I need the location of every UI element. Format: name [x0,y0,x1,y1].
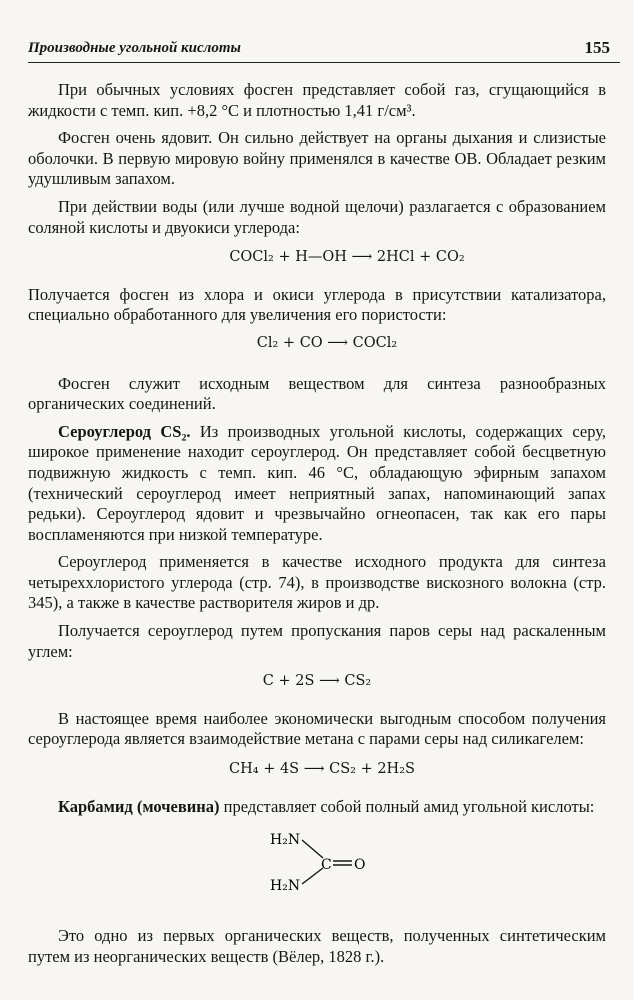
paragraph-phosgene-use: Фосген служит исходным веществом для синтеза разнообразных органических соединений. [28,373,606,414]
paragraph-cs2-production: Получается сероуглерод путем пропускания паров серы над раскаленным углем: [28,621,606,661]
equation-hydrolysis: COCl₂ + H—OH ⟶ 2HCl + CO₂ [229,249,465,266]
bond-bottom [302,868,323,884]
urea-oxygen: O [354,857,366,874]
bond-top [302,840,323,858]
equation-phosgene-synthesis: Cl₂ + CO ⟶ COCl₂ [256,334,398,351]
paragraph-cs2-text: Из производных угольной кислоты, содержащих серу, широкое применение находит сероуглерод. Он представляет собой бесцветную подвижную жидкость с темп. кип. 46 °С, обладающую эфирным запахом (технический сероуглерод имеет неприятный запах, напоминающий запах редьки). Сероуглерод ядовит и чрезвычайно огнеопасен, так как его пары воспламеняются при низкой температуре. [28,421,606,544]
equation-cs2-from-carbon: C + 2S ⟶ CS₂ [262,673,372,690]
paragraph-phosgene-toxicity: Фосген очень ядовит. Он сильно действует на органы дыхания и слизистые оболочки. В первую мировую войну применялся в качестве ОВ. Обладает резким удушливым запахом. [28,128,606,189]
paragraph-phosgene-hydrolysis: При действии воды (или лучше водной щелочи) разлагается с образованием соляной кислоты и двуокиси углерода: [28,196,606,237]
urea-amine-bottom: H₂N [270,878,301,895]
running-header [28,38,620,63]
paragraph-phosgene-properties: При обычных условиях фосген представляет собой газ, сгущающийся в жидкости с темп. кип. +8,2 °С и плотностью 1,41 г/см³. [28,80,606,120]
paragraph-cs2-methane: В настоящее время наиболее экономически выгодным способом получения сероуглерода является взаимодействие метана с парами серы над силикагелем: [28,708,606,749]
urea-amine-top: H₂N [270,832,301,849]
paragraph-urea-history: Это одно из первых органических веществ, полученных синтетическим путем из неорганических веществ (Вёлер, 1828 г.). [28,926,606,966]
paragraph-urea-text: представляет собой полный амид угольной кислоты: [219,796,595,816]
section-heading-urea: Карбамид (мочевина) [58,796,220,816]
equation-cs2-from-methane: CH₄ + 4S ⟶ CS₂ + 2H₂S [229,761,415,778]
paragraph-cs2-applications: Сероуглерод применяется в качестве исходного продукта для синтеза четыреххлористого углерода (стр. 74), в производстве вискозного волокна (стр. 345), а также в качестве растворителя жиров и др. [28,552,606,613]
paragraph-carbon-disulfide [28,422,606,546]
paragraph-urea [28,797,606,818]
paragraph-phosgene-synthesis: Получается фосген из хлора и окиси углерода в присутствии катализатора, специально обработанного для увеличения его пористости: [28,284,606,325]
urea-structure [28,824,606,914]
page-number: 155 [584,38,610,57]
chapter-title: Производные угольной кислоты [28,40,241,56]
urea-carbon: C [321,857,332,874]
section-heading-cs2: Сероуглерод CS₂. [58,421,191,441]
urea-structure-diagram [268,824,388,904]
page-body [28,80,606,974]
